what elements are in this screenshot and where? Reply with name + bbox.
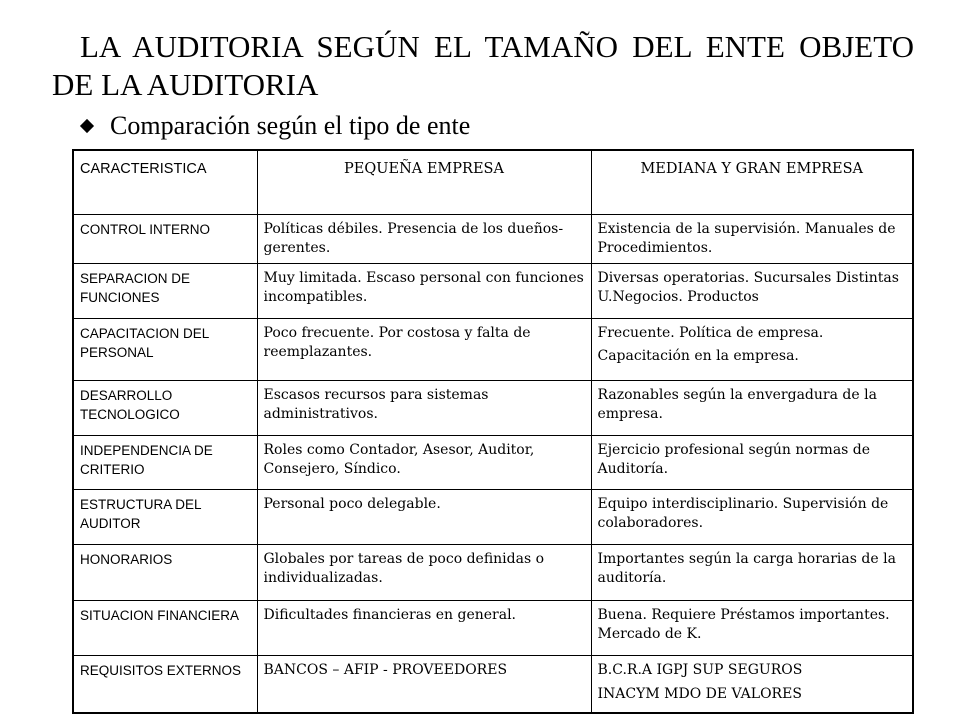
table-row xyxy=(73,600,913,655)
comparison-table xyxy=(72,149,914,714)
table-row xyxy=(73,489,913,544)
row-criterion: ESTRUCTURA DEL AUDITOR xyxy=(73,489,257,544)
row-criterion: DESARROLLO TECNOLOGICO xyxy=(73,380,257,435)
row-large-company-line-1: B.C.R.A IGPJ SUP SEGUROS xyxy=(597,661,803,678)
table-row xyxy=(73,435,913,489)
row-small-company: Dificultades financieras en general. xyxy=(257,600,591,655)
table-row xyxy=(73,214,913,263)
row-small-company: Roles como Contador, Asesor, Auditor, Consejero, Síndico. xyxy=(257,435,591,489)
page-title xyxy=(52,28,914,104)
diamond-bullet-icon xyxy=(80,119,94,133)
table-row xyxy=(73,655,913,713)
header-caracteristica: CARACTERISTICA xyxy=(73,150,257,214)
row-large-company: Buena. Requiere Préstamos importantes. Mercado de K. xyxy=(591,600,913,655)
row-large-company xyxy=(591,655,913,713)
row-large-company xyxy=(591,318,913,380)
title-line-1: LA AUDITORIA SEGÚN EL TAMAÑO DEL ENTE xyxy=(80,29,785,64)
row-large-company: Existencia de la supervisión. Manuales de Procedimientos. xyxy=(591,214,913,263)
row-large-company: Diversas operatorias. Sucursales Distintas U.Negocios. Productos xyxy=(591,263,913,318)
row-criterion: INDEPENDENCIA DE CRITERIO xyxy=(73,435,257,489)
table-header-row xyxy=(73,150,913,214)
row-large-company-line-1: Frecuente. Política de empresa. xyxy=(597,324,824,341)
header-pequena-empresa: PEQUEÑA EMPRESA xyxy=(257,150,591,214)
table-row xyxy=(73,318,913,380)
row-criterion: SITUACION FINANCIERA xyxy=(73,600,257,655)
row-criterion: CAPACITACION DEL PERSONAL xyxy=(73,318,257,380)
row-small-company: Muy limitada. Escaso personal con funciones incompatibles. xyxy=(257,263,591,318)
row-criterion: SEPARACION DE FUNCIONES xyxy=(73,263,257,318)
row-small-company: BANCOS – AFIP - PROVEEDORES xyxy=(257,655,591,713)
row-small-company: Escasos recursos para sistemas administrativos. xyxy=(257,380,591,435)
title-line-2: OBJETO DE LA AUDITORIA xyxy=(52,29,914,102)
row-large-company: Razonables según la envergadura de la empresa. xyxy=(591,380,913,435)
table-row xyxy=(73,380,913,435)
row-large-company-line-2: INACYM MDO DE VALORES xyxy=(597,685,802,702)
row-large-company: Ejercicio profesional según normas de Auditoría. xyxy=(591,435,913,489)
subtitle xyxy=(82,110,470,142)
row-large-company: Equipo interdisciplinario. Supervisión de colaboradores. xyxy=(591,489,913,544)
row-criterion: REQUISITOS EXTERNOS xyxy=(73,655,257,713)
row-large-company: Importantes según la carga horarias de la auditoría. xyxy=(591,544,913,600)
row-small-company: Poco frecuente. Por costosa y falta de reemplazantes. xyxy=(257,318,591,380)
row-large-company-line-2: Capacitación en la empresa. xyxy=(597,347,799,364)
row-small-company: Globales por tareas de poco definidas o individualizadas. xyxy=(257,544,591,600)
row-small-company: Personal poco delegable. xyxy=(257,489,591,544)
table-row xyxy=(73,544,913,600)
header-mediana-gran-empresa: MEDIANA Y GRAN EMPRESA xyxy=(591,150,913,214)
table-row xyxy=(73,263,913,318)
row-small-company: Políticas débiles. Presencia de los dueños-gerentes. xyxy=(257,214,591,263)
row-criterion: CONTROL INTERNO xyxy=(73,214,257,263)
subtitle-text: Comparación según el tipo de ente xyxy=(110,111,471,140)
row-criterion: HONORARIOS xyxy=(73,544,257,600)
